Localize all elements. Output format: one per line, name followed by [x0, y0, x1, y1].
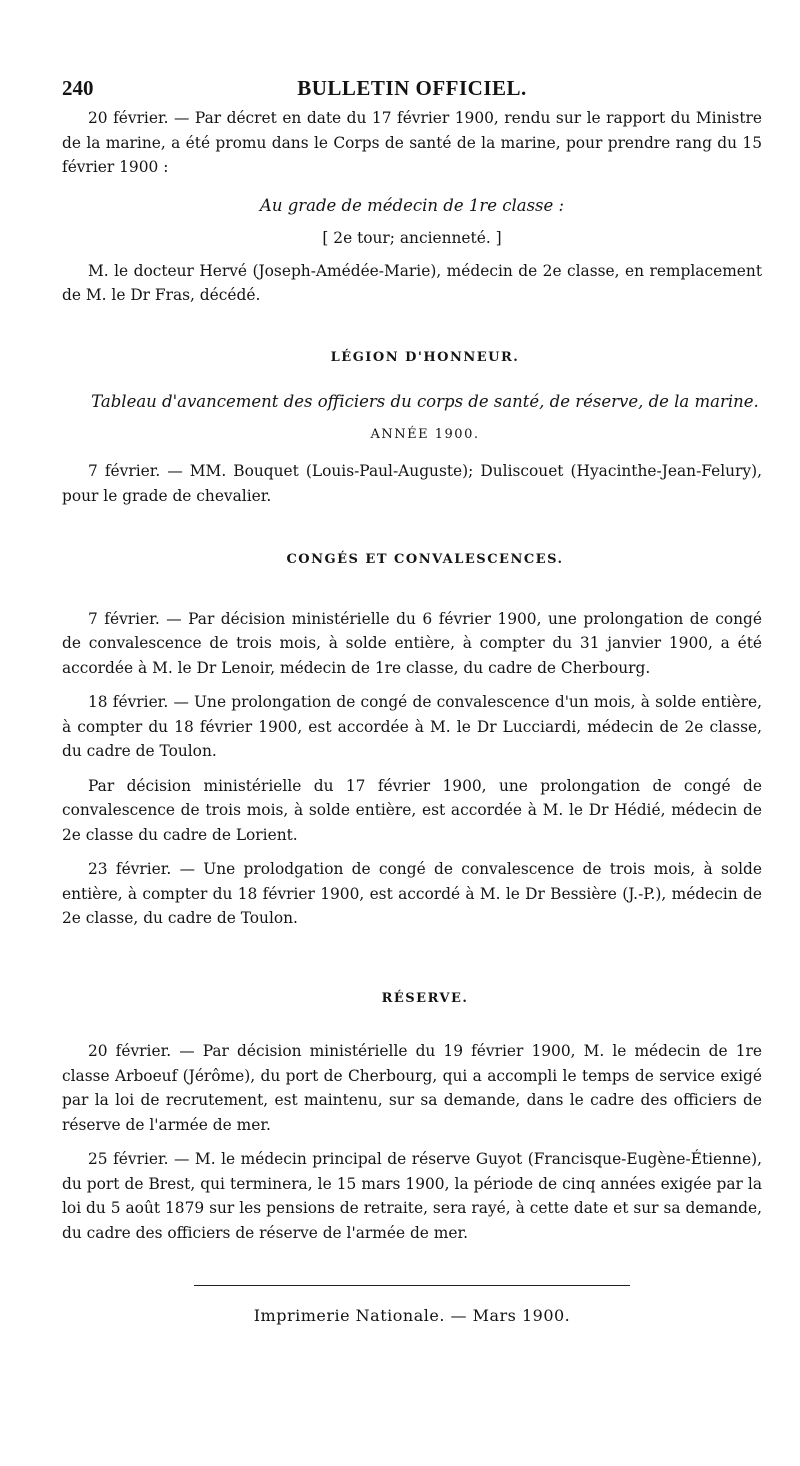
section-heading-conges: CONGÉS ET CONVALESCENCES.: [286, 552, 564, 567]
legion-paragraph: 7 février. — MM. Bouquet (Louis-Paul-Auguste); Duliscouet (Hyacinthe-Jean-Felury), pour le grade de chevalier.: [62, 462, 762, 505]
conges-paragraph: Par décision ministérielle du 17 février 1900, une prolongation de congé de convalescence de trois mois, à solde entière, est accordée à M. le Dr Hédié, médecin de 2e classe du cadre de Lorient.: [62, 776, 762, 844]
grade-heading: Au grade de médecin de 1re classe :: [259, 195, 565, 215]
running-head: [62, 70, 762, 106]
decree-paragraph: 20 février. — Par décret en date du 17 février 1900, rendu sur le rapport du Ministre de la marine, a été promu dans le Corps de santé de la marine, pour prendre rang du 15 février 1900 :: [62, 109, 762, 176]
tour-note: [ 2e tour; ancienneté. ]: [322, 229, 502, 247]
reserve-paragraph: 20 février. — Par décision ministérielle du 19 février 1900, M. le médecin de 1re classe Arboeuf (Jérôme), du port de Cherbourg, qui a accompli le temps de service exigé par la loi de recrutement, est maintenu, sur sa demande, dans le cadre des officiers de réserve de l'armée de mer.: [62, 1042, 762, 1134]
conges-paragraph: 18 février. — Une prolongation de congé de convalescence d'un mois, à solde entière, à compter du 18 février 1900, est accordée à M. le Dr Lucciardi, médecin de 2e classe, du cadre de Toulon.: [62, 693, 762, 760]
year-heading: ANNÉE 1900.: [370, 426, 480, 442]
page-number: 240: [62, 76, 94, 100]
table-title: Tableau d'avancement des officiers du corps de santé, de réserve, de la marine.: [91, 392, 759, 411]
footer-rule: [194, 1285, 630, 1286]
section-heading-legion: LÉGION D'HONNEUR.: [330, 349, 520, 365]
nomination-paragraph: M. le docteur Hervé (Joseph-Amédée-Marie), médecin de 2e classe, en remplacement de M. le Dr Fras, décédé.: [62, 261, 762, 304]
reserve-paragraph: 25 février. — M. le médecin principal de réserve Guyot (Francisque-Eugène-Étienne), du port de Brest, qui terminera, le 15 mars 1900, la période de cinq années exigée par la loi du 5 août 1879 sur les pensions de retraite, sera rayé, à cette date et sur sa demande, du cadre des officiers de réserve de l'armée de mer.: [62, 1150, 762, 1242]
conges-paragraph: 23 février. — Une prolodgation de congé de convalescence de trois mois, à solde entière, à compter du 18 février 1900, est accordé à M. le Dr Bessière (J.-P.), médecin de 2e classe, du cadre de Toulon.: [62, 860, 762, 927]
imprint-line: Imprimerie Nationale. — Mars 1900.: [253, 1306, 571, 1325]
conges-paragraph: 7 février. — Par décision ministérielle du 6 février 1900, une prolongation de congé de convalescence de trois mois, à solde entière, à compter du 31 janvier 1900, a été accordée à M. le Dr Lenoir, médecin de 1re classe, du cadre de Cherbourg.: [62, 609, 762, 677]
section-heading-reserve: RÉSERVE.: [381, 990, 469, 1006]
running-title: BULLETIN OFFICIEL.: [297, 76, 527, 100]
document-page: [62, 70, 762, 1329]
